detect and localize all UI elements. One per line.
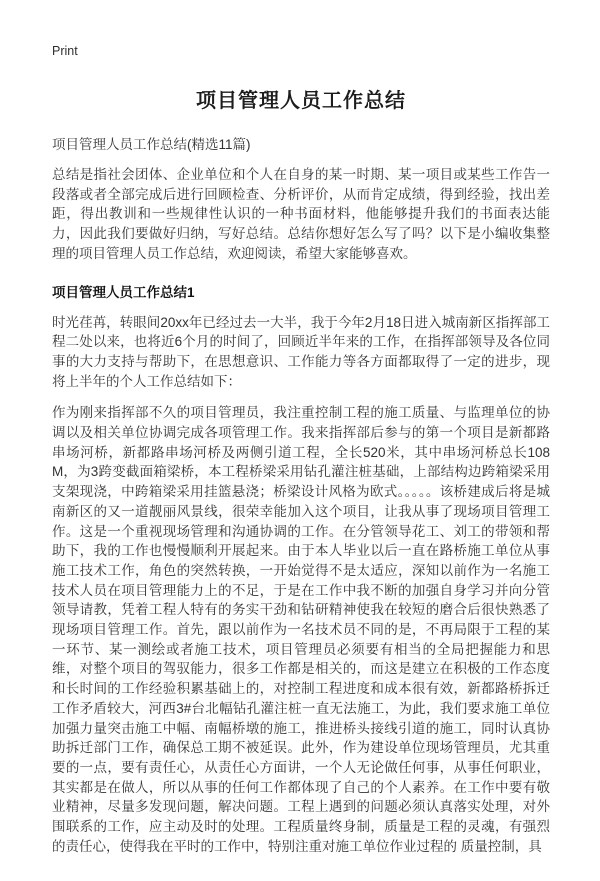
intro-paragraph: 总结是指社会团体、企业单位和个人在自身的某一时期、某一项目或某些工作告一段落或者全部完成后进行回顾检查、分析评价，从而肯定成绩，得到经验，找出差距，得出教训和一些规律性认识的一种书面材料，他能够提升我们的书面表达能力，因此我们要做好归纳，写好总结。总结你想好怎么写了吗？以下是小编收集整理的项目管理人员工作总结，欢迎阅读，希望大家能够喜欢。 [52,167,550,261]
section-heading-1: 项目管理人员工作总结1 [52,284,195,300]
document-subtitle: 项目管理人员工作总结(精选11篇) [52,137,251,152]
section1-paragraph-1: 时光荏苒，转眼间20xx年已经过去一大半，我于今年2月18日进入城南新区指挥部工程二处以来，也将近6个月的时间了，回顾近半年来的工作，在指挥部领导及各位同事的大力支持与帮助下，在思想意识、工作能力等各方面都取得了一定的进步，现将上半年的个人工作总结如下： [52,314,550,389]
page-title: 项目管理人员工作总结 [196,90,406,112]
section1-paragraph-2: 作为刚来指挥部不久的项目管理员，我注重控制工程的施工质量、与监理单位的协调以及相关单位协调完成各项管理工作。我来指挥部后参与的第一个项目是新都路串场河桥，新都路串场河桥及两侧引道工程，全长520米，其中串场河桥总长108M，为3跨变截面箱梁桥，本工程桥梁采用钻孔灌注桩基础，上部结构边跨箱梁采用支架现浇，中跨箱梁采用挂篮悬浇；桥梁设计风格为欧式。。。。。该桥建成后将是城南新区的又一道靓丽风景线，很荣幸能加入这个项目，让我从事了现场项目管理工作。这是一个重视现场管理和沟通协调的工作。在分管领导花工、刘工的带领和帮助下，我的工作也慢慢顺利开展起来。由于本人毕业以后一直在路桥施工单位从事施工技术工作，角色的突然转换，一开始觉得不是太适应，深知以前作为一名施工技术人员在项目管理能力上的不足，于是在工作中我不断的加强自身学习并向分管领导请教，凭着工程人特有的务实干劲和钻研精神使我在较短的磨合后很快熟悉了现场项目管理工作。首先，跟以前作为一名技术员不同的是，不再局限于工程的某一环节、某一测绘或者施工技术，项目管理员必须要有相当的全局把握能力和思维，对整个项目的驾驭能力，很多工作都是相关的，而这是建立在积极的工作态度和长时间的工作经验积累基础上的，对控制工程进度和成本很有效，新都路桥拆迁工作矛盾较大，河西3#台北幅钻孔灌注桩一直无法施工，为此，我们要求施工单位加强力量突击施工中幅、南幅桥墩的施工，推进桥头接线引道的施工，同时认真协助拆迁部门工作，确保总工期不被延误。此外，作为建设单位现场管理员，尤其重要的一点，要有责任心，从责任心方面讲，一个人无论做任何事，从事任何职业，其实都是在做人，所以从事的任何工作都体现了自己的个人素养。在工作中要有敬业精神，尽量多发现问题，解决问题。工程上遇到的问题必须认真落实处理，对外围联系的工作，应主动及时的处理。工程质量终身制，质量是工程的灵魂，有强烈的责任心，使得我在平时的工作中，特别注重对施工单位作业过程的 质量控制，具 [52,405,550,854]
print-button[interactable]: Print [52,44,78,58]
